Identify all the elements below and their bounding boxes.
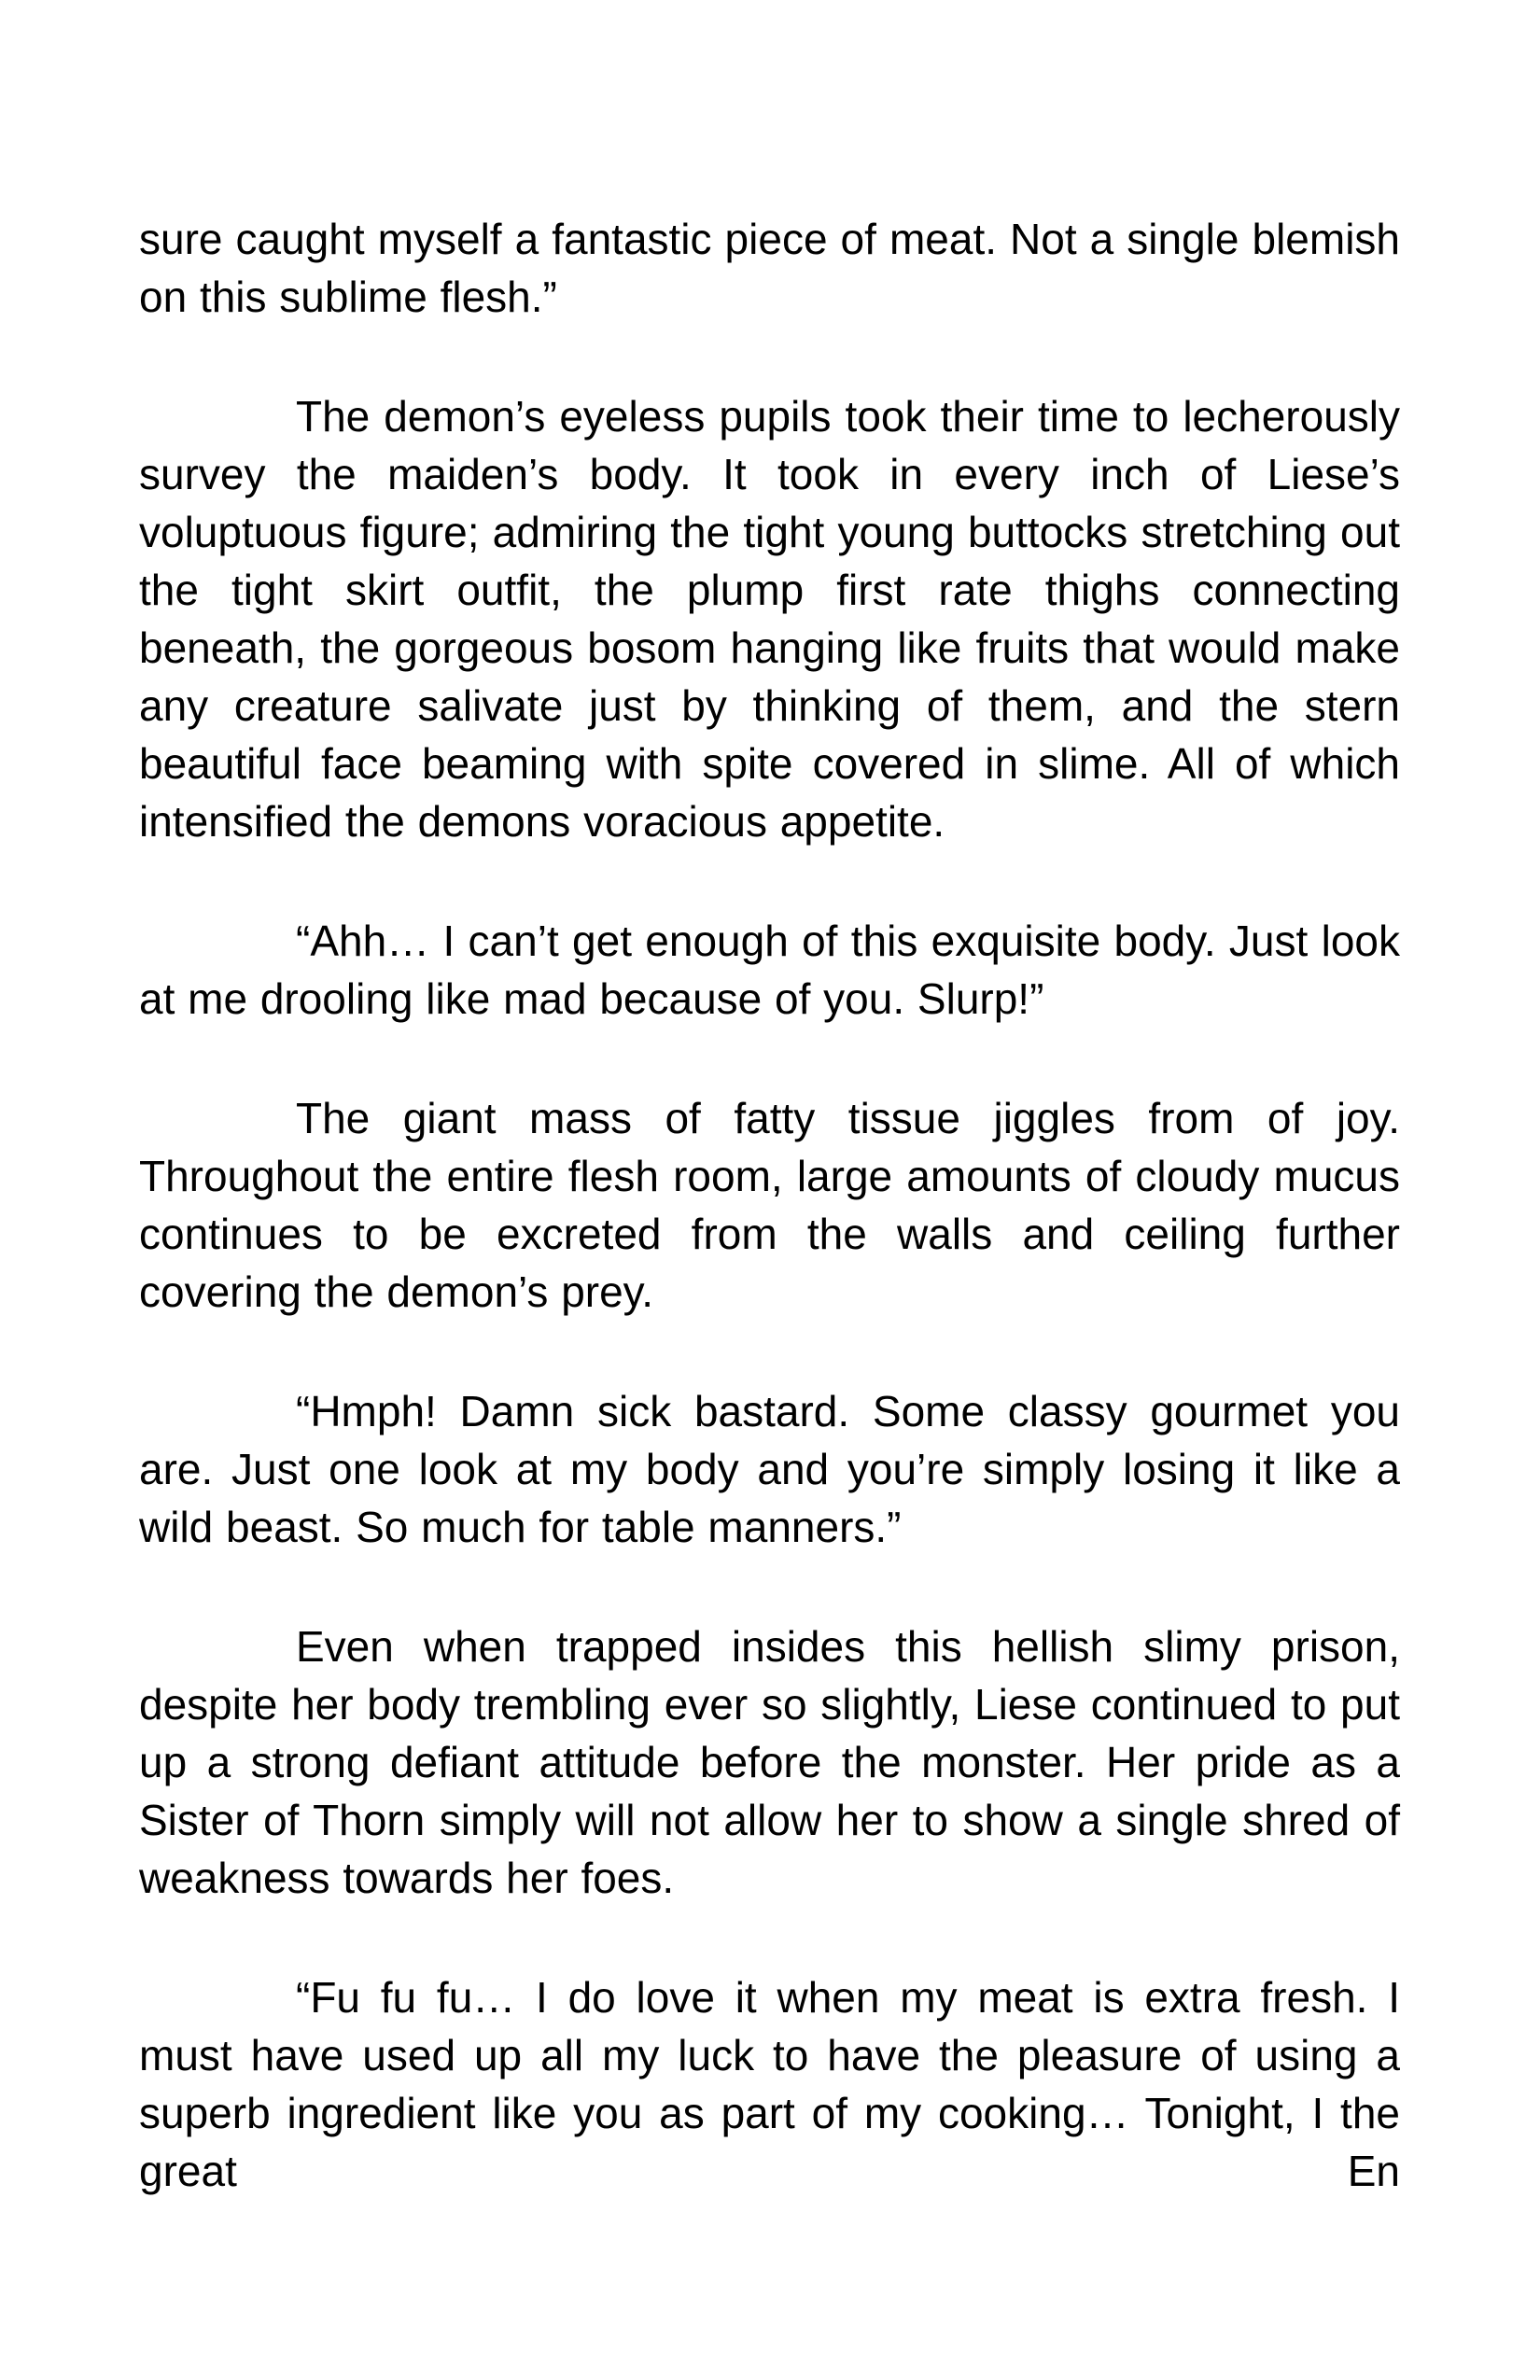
- paragraph-demon-survey: The demon’s eyeless pupils took their time to lecherously survey the maiden’s body. It took in every inch of Liese’s voluptuous figure; admiring the tight young buttocks stretching out the tight skirt outfit, the plump first rate thighs connecting beneath, the gorgeous bosom hanging like fruits that would make any creature salivate just by thinking of them, and the stern beautiful face beaming with spite covered in slime. All of which intensified the demons voracious appetite.: [139, 392, 1400, 846]
- paragraph-continuation: sure caught myself a fantastic piece of meat. Not a single blemish on this sublime flesh.”: [139, 215, 1400, 321]
- paragraph-liese-pride: Even when trapped insides this hellish slimy prison, despite her body trembling ever so slightly, Liese continued to put up a strong defiant attitude before the monster. Her pride as a Sister of Thorn simply will not allow her to show a single shred of weakness towards her foes.: [139, 1622, 1400, 1902]
- paragraph-quote-hmph: “Hmph! Damn sick bastard. Some classy gourmet you are. Just one look at my body and you’re simply losing it like a wild beast. So much for table manners.”: [139, 1387, 1400, 1551]
- paragraph-quote-fufufu: “Fu fu fu… I do love it when my meat is extra fresh. I must have used up all my luck to have the pleasure of using a superb ingredient like you as part of my cooking… Tonight, I the great En: [139, 1973, 1400, 2195]
- paragraph-fatty-tissue: The giant mass of fatty tissue jiggles from of joy. Throughout the entire flesh room, large amounts of cloudy mucus continues to be excreted from the walls and ceiling further covering the demon’s prey.: [139, 1094, 1400, 1316]
- paragraph-quote-ahh: “Ahh… I can’t get enough of this exquisite body. Just look at me drooling like mad because of you. Slurp!”: [139, 917, 1400, 1023]
